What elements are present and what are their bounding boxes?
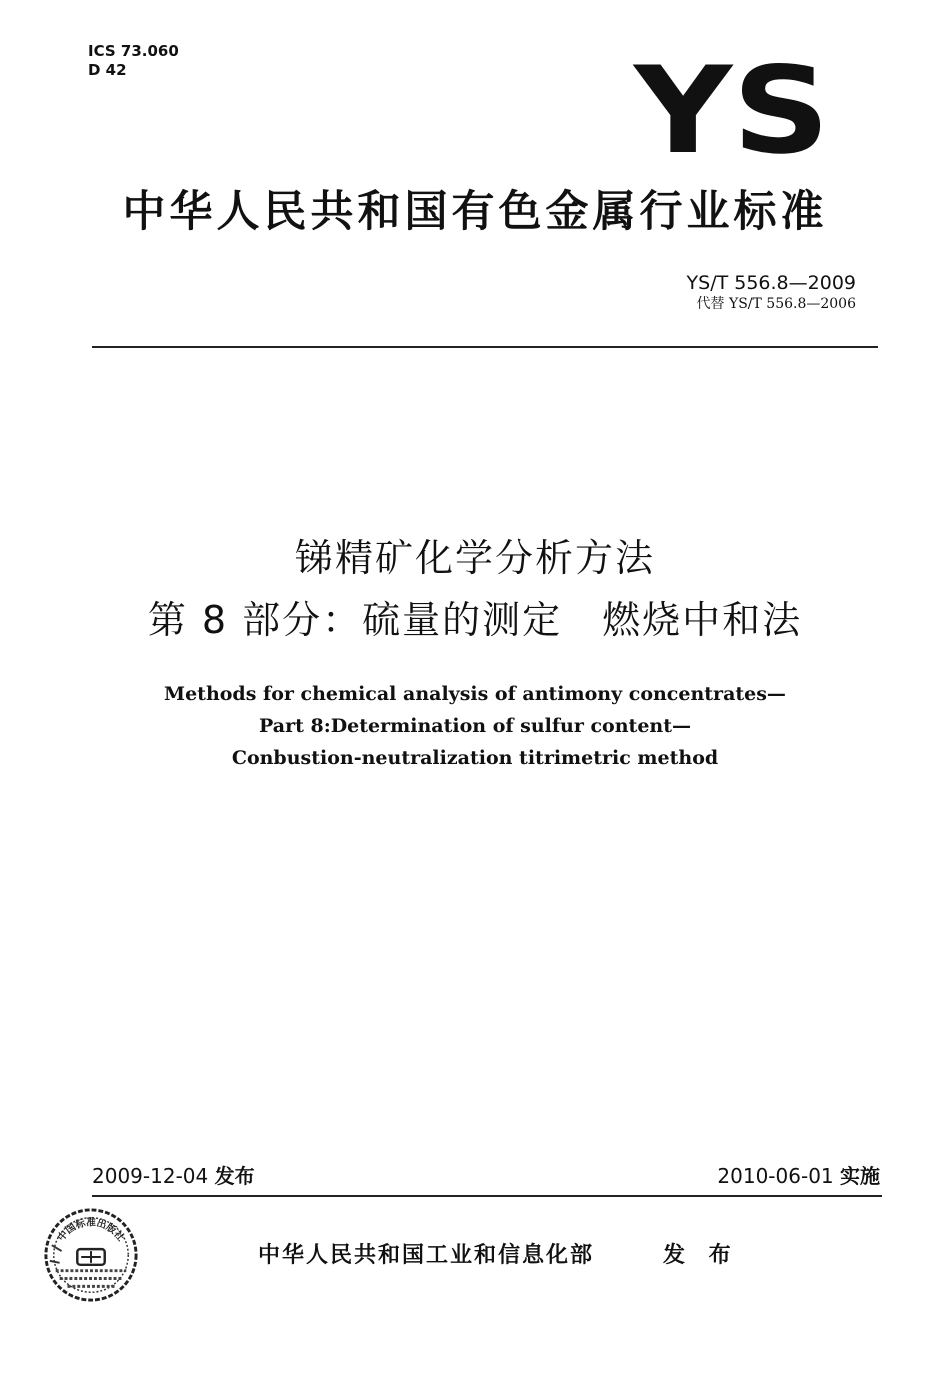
issue-date-value: 2009-12-04 [92, 1164, 209, 1188]
replaces-standard: 代替 YS/T 556.8—2006 [696, 296, 856, 312]
ys-logo-text: YS [632, 52, 830, 162]
issue-date-label: 发布 [214, 1164, 255, 1188]
footer-divider [92, 1195, 882, 1197]
implementation-date-label: 实施 [840, 1164, 880, 1188]
en-title-line-3: Conbustion-neutralization titrimetric method [231, 747, 719, 769]
svg-text:中国标准出版社: 中国标准出版社 [55, 1217, 127, 1244]
en-title-line-1: Methods for chemical analysis of antimony concentrates— [164, 683, 786, 705]
ccs-code: D 42 [88, 61, 127, 79]
standard-body-title: 中华人民共和国有色金属行业标准 [122, 187, 828, 237]
standard-code: YS/T 556.8—2009 [686, 272, 856, 294]
publisher-seal-icon [42, 1206, 140, 1304]
en-title-line-2: Part 8:Determination of sulfur content— [258, 715, 692, 737]
issue-date [92, 1163, 255, 1189]
cn-title-line-1: 锑精矿化学分析方法 [294, 536, 655, 580]
implementation-date-value: 2010-06-01 [717, 1164, 834, 1188]
cn-title-line-2: 第 8 部分：硫量的测定 燃烧中和法 [147, 598, 803, 642]
ys-logo [632, 52, 832, 162]
ics-code: ICS 73.060 [88, 42, 179, 60]
publish-label: 发 布 [663, 1243, 739, 1268]
header-divider [92, 346, 878, 348]
implementation-date [717, 1163, 880, 1189]
publisher-name: 中华人民共和国工业和信息化部 [258, 1243, 595, 1268]
